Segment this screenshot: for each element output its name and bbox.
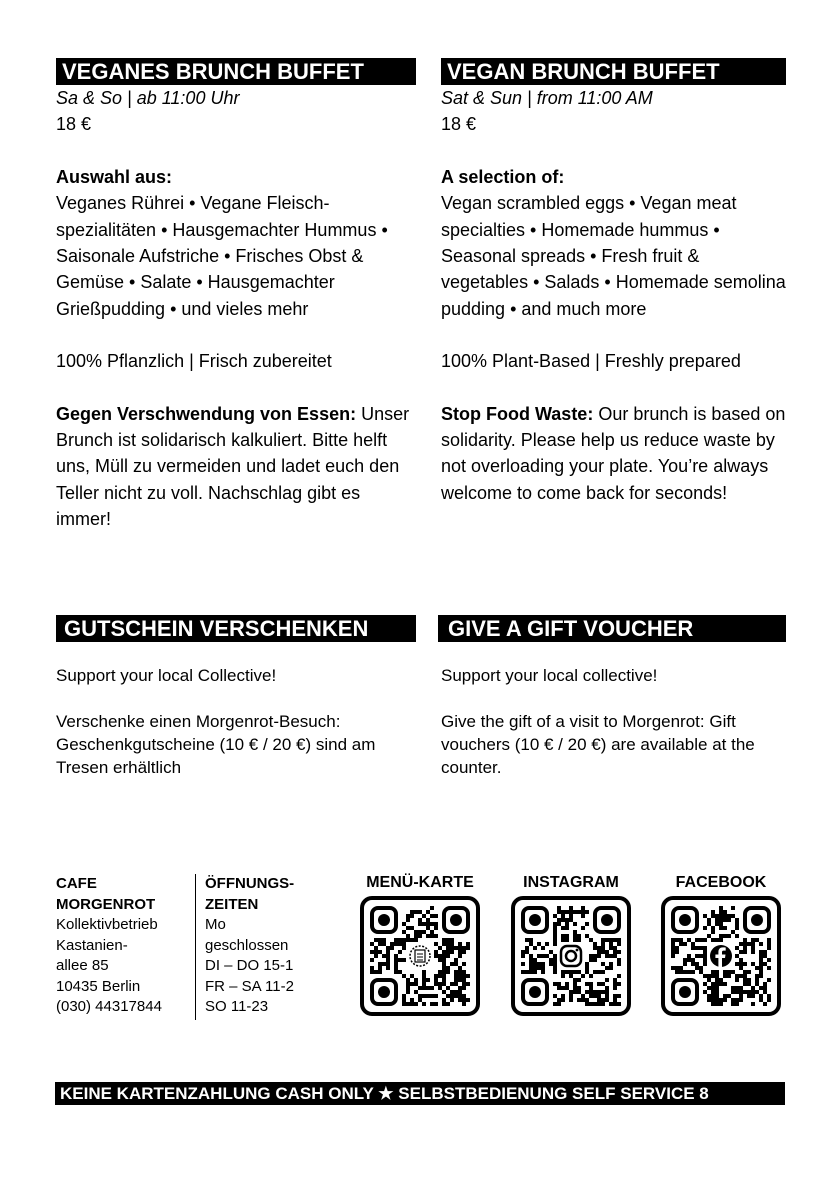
hours-title-line2: ZEITEN — [205, 895, 259, 913]
qr-finder — [523, 980, 547, 1004]
qr-instagram-block[interactable] — [503, 874, 639, 1016]
plant-based-de: 100% Pflanzlich | Frisch zubereitet — [56, 351, 332, 372]
cafe-name-line1: CAFE — [56, 875, 97, 892]
hours-line1: Mo — [205, 916, 226, 933]
cafe-line4: 10435 Berlin — [56, 977, 141, 995]
brunch-section-en — [441, 58, 786, 506]
qr-finder — [673, 908, 697, 932]
brunch-schedule-de: Sa & So | ab 11:00 Uhr — [56, 88, 240, 108]
cafe-info — [56, 874, 191, 1018]
opening-hours — [205, 874, 335, 1018]
qr-finder — [673, 980, 697, 1004]
voucher-gift-text-en: Give the gift of a visit to Morgenrot: Gift vouchers (10 € / 20 €) are available at the counter. — [441, 712, 755, 777]
brunch-heading-en: VEGAN BRUNCH BUFFET — [441, 58, 786, 85]
voucher-support-de: Support your local Collective! — [56, 666, 277, 685]
voucher-heading-de: GUTSCHEIN VERSCHENKEN — [56, 615, 416, 642]
selection-title-en: A selection of: — [441, 166, 565, 187]
instagram-icon — [558, 943, 584, 969]
waste-note-de — [56, 401, 418, 533]
voucher-section-de — [56, 615, 416, 779]
qr-finder — [523, 908, 547, 932]
selection-title-de: Auswahl aus: — [56, 166, 173, 187]
facebook-icon — [708, 943, 734, 969]
qr-menu-code[interactable] — [360, 896, 480, 1016]
voucher-gift-text-de: Verschenke einen Morgenrot-Besuch: Geschenkgutscheine (10 € / 20 €) sind am Tresen erhältlich — [56, 712, 376, 777]
waste-title-en: Stop Food Waste: — [441, 403, 594, 424]
cafe-line3: allee 85 — [56, 957, 109, 974]
hours-line4: FR – SA 11-2 — [205, 977, 294, 995]
qr-instagram-label: INSTAGRAM — [523, 874, 619, 891]
qr-finder — [372, 980, 396, 1004]
waste-title-de: Gegen Verschwendung von Essen: — [56, 403, 357, 424]
payment-service-bar: KEINE KARTENZAHLUNG CASH ONLY ★ SELBSTBEDIENUNG SELF SERVICE 8 — [55, 1082, 785, 1105]
brunch-section-de — [56, 58, 416, 533]
brunch-schedule-en: Sat & Sun | from 11:00 AM — [441, 88, 653, 108]
waste-text-de: Unser Brunch ist solidarisch kalkuliert. Bitte helft uns, Müll zu vermeiden und ladet euch den Teller nicht zu voll. Nachschlag gibt es immer! — [56, 403, 410, 530]
waste-text-en: Our brunch is based on solidarity. Please help us reduce waste by not overloading your plate. You’re always welcome to come back for seconds! — [441, 403, 786, 503]
qr-finder — [372, 908, 396, 932]
qr-pattern — [521, 906, 621, 1006]
hours-line2: geschlossen — [205, 936, 289, 954]
footer-divider — [195, 874, 196, 1020]
qr-facebook-code[interactable] — [661, 896, 781, 1016]
hours-title-line1: ÖFFNUNGS- — [205, 875, 295, 892]
waste-note-en — [441, 401, 786, 507]
brunch-price-de: 18 € — [56, 114, 92, 135]
qr-facebook-block[interactable] — [653, 874, 789, 1016]
qr-menu-label: MENÜ-KARTE — [366, 874, 474, 891]
qr-finder — [444, 908, 468, 932]
qr-finder — [595, 908, 619, 932]
hours-line3: DI – DO 15-1 — [205, 957, 294, 974]
voucher-heading-en: GIVE A GIFT VOUCHER — [438, 615, 786, 642]
plant-based-en: 100% Plant-Based | Freshly prepared — [441, 351, 741, 372]
voucher-support-en: Support your local collective! — [441, 666, 658, 685]
cafe-line2: Kastanien- — [56, 936, 128, 954]
selection-text-en: Vegan scrambled eggs • Vegan meat specialties • Homemade hummus • Seasonal spreads • Fresh fruit & vegetables • Salads • Homemade semolina pudding • and much more — [441, 193, 786, 319]
qr-menu-block[interactable] — [352, 874, 488, 1016]
hours-line5: SO 11-23 — [205, 998, 269, 1015]
cafe-name-line2: MORGENROT — [56, 895, 156, 913]
menu-emblem-icon — [407, 943, 433, 969]
qr-finder — [745, 908, 769, 932]
qr-instagram-code[interactable] — [511, 896, 631, 1016]
voucher-section-en — [438, 615, 786, 779]
selection-text-de: Veganes Rührei • Vegane Fleisch-spezialitäten • Hausgemachter Hummus • Saisonale Aufstriche • Frisches Obst & Gemüse • Salate • Hausgemachter Grießpudding • und vieles mehr — [56, 193, 388, 319]
qr-facebook-label: FACEBOOK — [675, 874, 767, 891]
qr-pattern — [671, 906, 771, 1006]
qr-pattern — [370, 906, 470, 1006]
cafe-line5: (030) 44317844 — [56, 998, 162, 1015]
brunch-price-en: 18 € — [441, 114, 477, 135]
cafe-line1: Kollektivbetrieb — [56, 916, 158, 933]
brunch-heading-de: VEGANES BRUNCH BUFFET — [56, 58, 416, 85]
